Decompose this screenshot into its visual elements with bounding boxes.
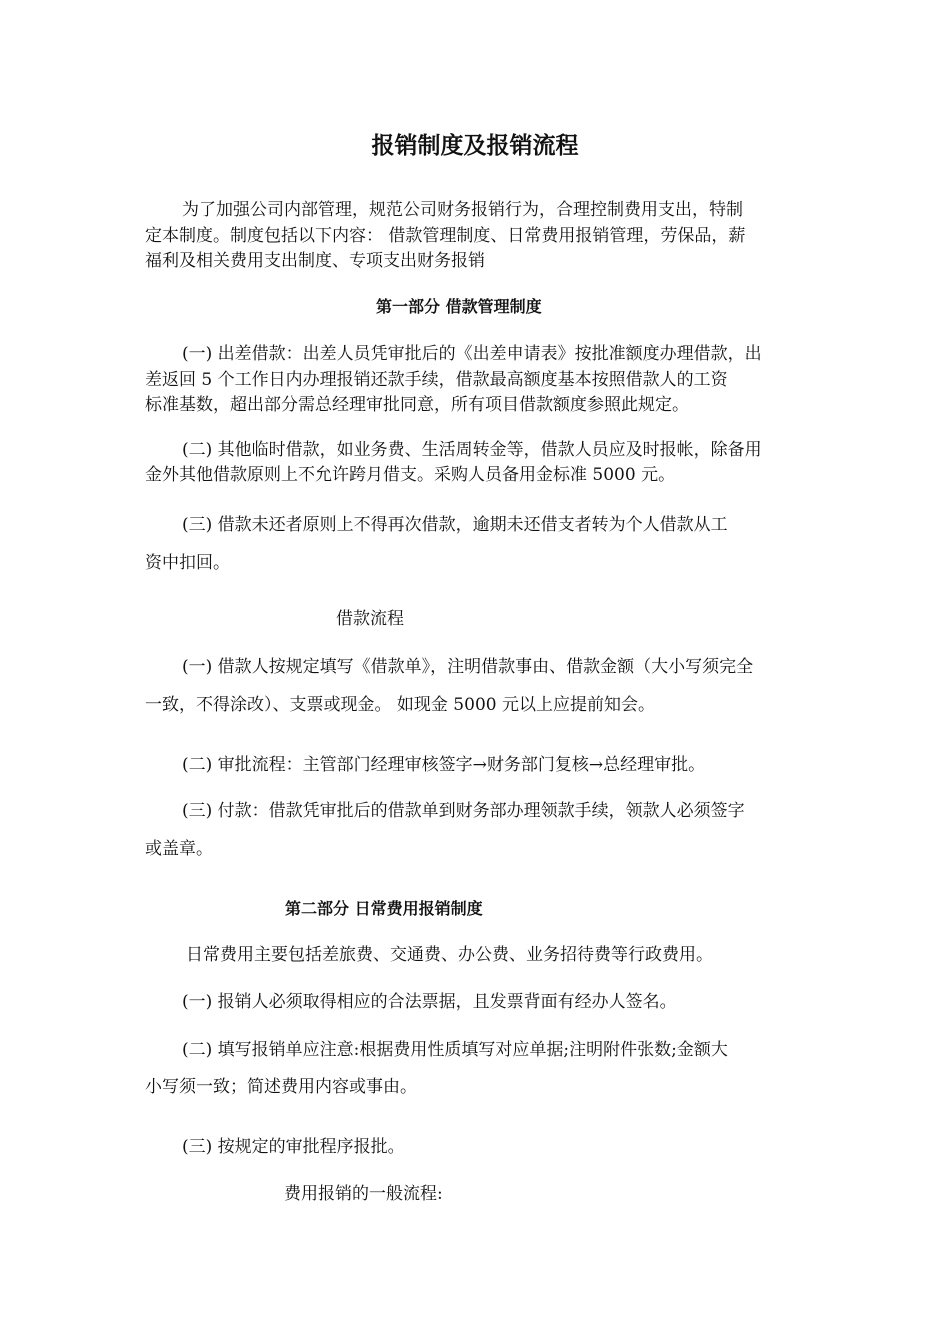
part1-item1-line-1: (一) 出差借款：出差人员凭审批后的《出差申请表》按批准额度办理借款，出 [182, 344, 762, 364]
loan-flow-1-line-1: (一) 借款人按规定填写《借款单》，注明借款事由、借款金额（大小写须完全 [182, 657, 754, 677]
loan-flow-3-line-2: 或盖章。 [145, 839, 213, 859]
part1-item3-line-1: (三) 借款未还者原则上不得再次借款，逾期未还借支者转为个人借款从工 [182, 515, 728, 535]
loan-flow-1-line-2: 一致，不得涂改）、支票或现金。 如现金 5000 元以上应提前知会。 [145, 695, 655, 715]
part2-item2-line-1: (二) 填写报销单应注意:根据费用性质填写对应单据;注明附件张数;金额大 [182, 1040, 728, 1060]
part2-intro: 日常费用主要包括差旅费、交通费、办公费、业务招待费等行政费用。 [186, 945, 713, 965]
loan-flow-2: (二) 审批流程：主管部门经理审核签字→财务部门复核→总经理审批。 [182, 755, 706, 775]
part1-item2-line-1: (二) 其他临时借款，如业务费、生活周转金等，借款人员应及时报帐，除备用 [182, 440, 762, 460]
part1-item1-line-2: 差返回 5 个工作日内办理报销还款手续，借款最高额度基本按照借款人的工资 [145, 370, 728, 390]
expense-flow-heading: 费用报销的一般流程: [284, 1184, 443, 1204]
part2-item2-line-2: 小写须一致；简述费用内容或事由。 [145, 1077, 417, 1097]
loan-flow-heading: 借款流程 [336, 609, 404, 629]
part2-item1: (一) 报销人必须取得相应的合法票据，且发票背面有经办人签名。 [182, 992, 677, 1012]
part1-item1-line-3: 标准基数，超出部分需总经理审批同意，所有项目借款额度参照此规定。 [145, 395, 689, 415]
part1-item2-line-2: 金外其他借款原则上不允许跨月借支。采购人员备用金标准 5000 元。 [145, 465, 676, 485]
intro-line-1: 为了加强公司内部管理，规范公司财务报销行为，合理控制费用支出，特制 [182, 200, 743, 220]
part1-heading: 第一部分 借款管理制度 [376, 297, 542, 316]
part2-heading: 第二部分 日常费用报销制度 [285, 899, 483, 918]
part1-item3-line-2: 资中扣回。 [145, 553, 230, 573]
intro-line-3: 福利及相关费用支出制度、专项支出财务报销 [145, 251, 485, 271]
document-title: 报销制度及报销流程 [371, 133, 579, 159]
intro-line-2: 定本制度。制度包括以下内容： 借款管理制度、日常费用报销管理，劳保品，薪 [145, 226, 746, 246]
loan-flow-3-line-1: (三) 付款：借款凭审批后的借款单到财务部办理领款手续，领款人必须签字 [182, 801, 745, 821]
part2-item3: (三) 按规定的审批程序报批。 [182, 1137, 405, 1157]
